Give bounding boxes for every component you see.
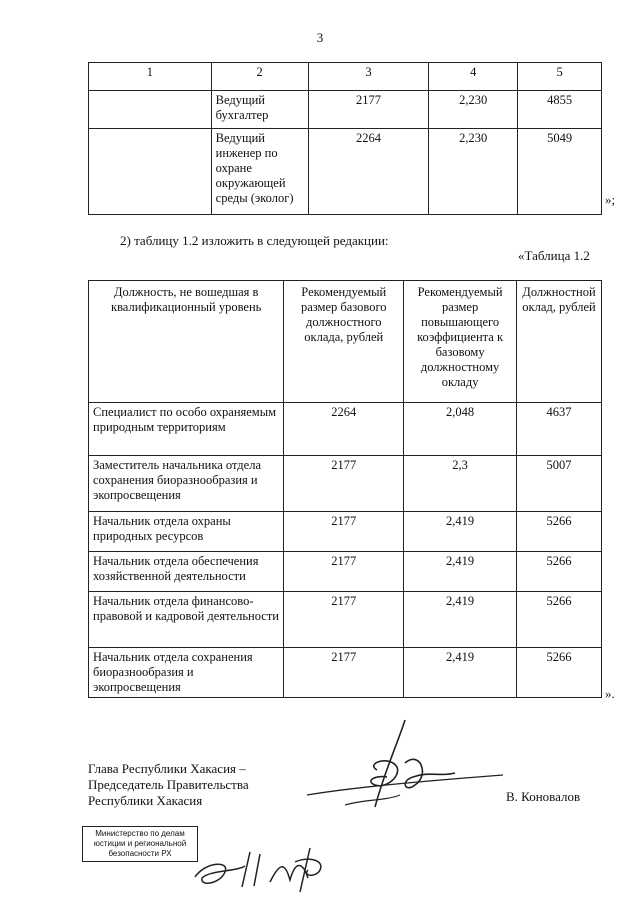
base-salary-cell: 2177 <box>284 648 404 698</box>
table-caption: «Таблица 1.2 <box>518 248 590 263</box>
base-salary-cell: 2177 <box>284 592 404 648</box>
base-salary-cell: 2177 <box>284 512 404 552</box>
base-salary-cell: 2177 <box>284 456 404 512</box>
salary-cell: 5266 <box>517 648 602 698</box>
position-cell: Ведущий инженер по охране окружающей среды (эколог) <box>211 129 308 215</box>
coef-cell: 2,419 <box>404 592 517 648</box>
position-cell: Заместитель начальника отдела сохранения биоразнообразия и экопросвещения <box>89 456 284 512</box>
coef-cell: 2,230 <box>429 129 518 215</box>
page-number: 3 <box>316 30 324 45</box>
coef-cell: 2,048 <box>404 403 517 456</box>
salary-cell: 5049 <box>518 129 602 215</box>
group-cell <box>89 129 212 215</box>
table-header-row <box>89 281 602 403</box>
salary-cell: 4637 <box>517 403 602 456</box>
header-cell: 5 <box>518 63 602 91</box>
position-cell: Начальник отдела обеспечения хозяйственной деятельности <box>89 552 284 592</box>
base-salary-cell: 2177 <box>284 552 404 592</box>
position-cell: Начальник отдела охраны природных ресурсов <box>89 512 284 552</box>
coef-cell: 2,419 <box>404 648 517 698</box>
group-cell <box>89 91 212 129</box>
salary-table-1-2 <box>88 280 602 698</box>
coef-cell: 2,419 <box>404 512 517 552</box>
coef-cell: 2,3 <box>404 456 517 512</box>
salary-cell: 5007 <box>517 456 602 512</box>
stamp-line: юстиции и региональной <box>93 839 187 848</box>
header-cell: 1 <box>89 63 212 91</box>
header-cell: 2 <box>211 63 308 91</box>
table-row <box>89 512 602 552</box>
header-cell: Рекомендуемый размер повышающего коэффициента к базовому должностному окладу <box>404 281 517 403</box>
coef-cell: 2,230 <box>429 91 518 129</box>
table-row <box>89 552 602 592</box>
coef-cell: 2,419 <box>404 552 517 592</box>
table-row <box>89 592 602 648</box>
table-header-row <box>89 63 602 91</box>
signatory-title-line: Республики Хакасия <box>88 793 203 808</box>
amendment-text: 2) таблицу 1.2 изложить в следующей редакции: <box>120 233 389 248</box>
base-salary-cell: 2177 <box>308 91 429 129</box>
handwritten-initials <box>190 842 340 897</box>
signatory-name: В. Коновалов <box>506 789 581 804</box>
table-row <box>89 648 602 698</box>
salary-cell: 5266 <box>517 552 602 592</box>
handwritten-signature <box>305 715 505 825</box>
header-cell: Должность, не вошедшая в квалификационный уровень <box>89 281 284 403</box>
header-cell: 3 <box>308 63 429 91</box>
signatory-title <box>88 761 249 809</box>
position-cell: Начальник отдела финансово-правовой и кадровой деятельности <box>89 592 284 648</box>
position-cell: Специалист по особо охраняемым природным территориям <box>89 403 284 456</box>
base-salary-cell: 2264 <box>308 129 429 215</box>
table-row <box>89 456 602 512</box>
signatory-title-line: Председатель Правительства <box>88 777 249 792</box>
table-row <box>89 403 602 456</box>
table-row <box>89 91 602 129</box>
closing-quote: ». <box>605 686 615 701</box>
header-cell: Должностной оклад, рублей <box>517 281 602 403</box>
base-salary-cell: 2264 <box>284 403 404 456</box>
header-cell: 4 <box>429 63 518 91</box>
salary-cell: 5266 <box>517 592 602 648</box>
stamp-line: безопасности РХ <box>108 849 172 858</box>
table-row <box>89 129 602 215</box>
salary-cell: 5266 <box>517 512 602 552</box>
position-cell: Ведущий бухгалтер <box>211 91 308 129</box>
position-cell: Начальник отдела сохранения биоразнообразия и экопросвещения <box>89 648 284 698</box>
signatory-title-line: Глава Республики Хакасия – <box>88 761 246 776</box>
ministry-stamp <box>82 826 198 862</box>
salary-cell: 4855 <box>518 91 602 129</box>
stamp-line: Министерство по делам <box>95 829 185 838</box>
closing-quote: »; <box>605 192 616 207</box>
salary-table-continuation <box>88 62 602 215</box>
header-cell: Рекомендуемый размер базового должностного оклада, рублей <box>284 281 404 403</box>
